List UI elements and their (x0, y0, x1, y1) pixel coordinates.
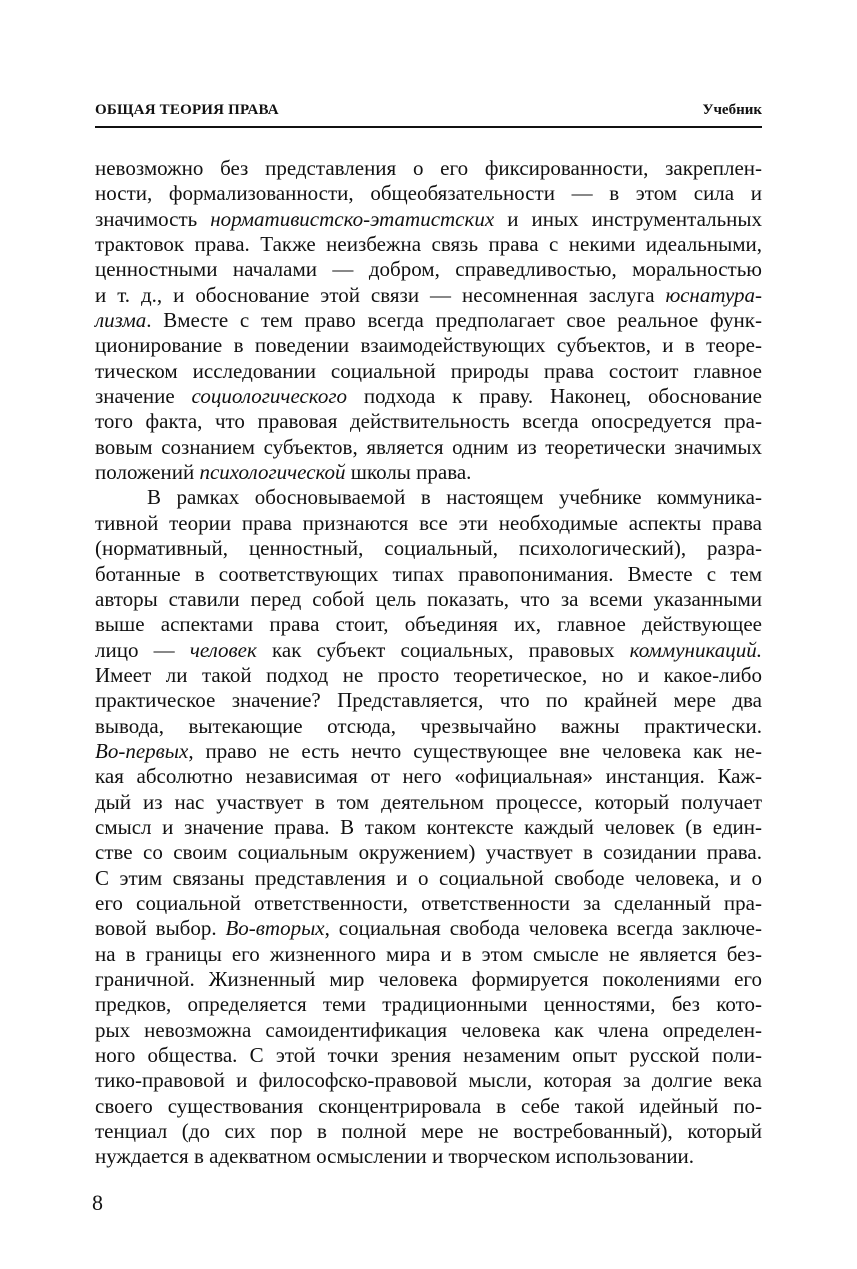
text-line (95, 1068, 762, 1093)
book-type-label: Учебник (702, 102, 762, 118)
text-line (95, 156, 762, 181)
text-line (95, 536, 762, 561)
text-line (95, 283, 762, 308)
text-line (95, 992, 762, 1017)
text-run: Имеет ли такой подход не просто теоретическое, но и какое-либо (95, 662, 762, 687)
text-line (95, 840, 762, 865)
text-run: значимость (95, 206, 211, 231)
text-line (95, 181, 762, 206)
text-line (95, 1043, 762, 1068)
text-run: на в границы его жизненного мира и в этом смысле не является без- (95, 941, 762, 966)
italic-term: человек (189, 637, 257, 662)
text-run: рых невозможна самоидентификация человека как члена определен- (95, 1017, 762, 1042)
text-run: и иных инструментальных (494, 206, 762, 231)
text-line (95, 764, 762, 789)
text-run: . Вместе с тем право всегда предполагает свое реальное функ- (146, 308, 762, 333)
text-run: дый из нас участвует в том деятельном процессе, который получает (95, 789, 762, 814)
text-run: выше аспектами права стоит, объединяя их, главное действующее (95, 612, 762, 637)
text-run: нуждается в адекватном осмыслении и творческом использовании. (95, 1144, 695, 1169)
text-run: (нормативный, ценностный, социальный, психологический), разра- (95, 536, 762, 561)
text-line (95, 511, 762, 536)
text-line (95, 714, 762, 739)
text-run: предков, определяется теми традиционными ценностями, без кото- (95, 992, 762, 1017)
italic-term: психологической (199, 460, 346, 485)
text-run: С этим связаны представления и о социальной свободе человека, и о (95, 865, 762, 890)
header-divider (95, 126, 762, 128)
text-line (95, 460, 762, 485)
text-line (95, 232, 762, 257)
text-run: стве со своим социальным окружением) участвует в созидании права. (95, 840, 762, 865)
text-run: практическое значение? Представляется, что по крайней мере два (95, 688, 762, 713)
text-run: подхода к праву. Наконец, обоснование (347, 384, 762, 409)
italic-term: социологического (191, 384, 348, 409)
text-run: вовым сознанием субъектов, является одним из теоретически значимых (95, 434, 762, 459)
italic-term: нормативистско-этатистских (210, 206, 495, 231)
text-run: вовой выбор. (95, 916, 226, 941)
text-run: В рамках обосновываемой в настоящем учебнике коммуника- (147, 485, 762, 510)
text-line (95, 562, 762, 587)
text-line (95, 663, 762, 688)
italic-term: Во-первых (95, 738, 189, 763)
text-line (95, 891, 762, 916)
text-run: и т. д., и обоснование этой связи — несомненная заслуга (95, 282, 666, 307)
text-run: ботанные в соответствующих типах правопонимания. Вместе с тем (95, 561, 762, 586)
text-run: тенциал (до сих пор в полной мере не востребованный), который (95, 1119, 762, 1144)
text-line (95, 1018, 762, 1043)
text-run: положений (95, 460, 200, 485)
text-line (95, 485, 762, 510)
running-header (95, 100, 762, 124)
text-run: лицо — (95, 637, 190, 662)
text-run: вывода, вытекающие отсюда, чрезвычайно важны практически. (95, 713, 762, 738)
text-run: своего существования сконцентрировала в себе такой идейный по- (95, 1093, 762, 1118)
text-run: школы права. (345, 460, 472, 485)
text-run: того факта, что правовая действительность всегда опосредуется пра- (95, 409, 762, 434)
text-line (95, 207, 762, 232)
text-line (95, 409, 762, 434)
text-run: значение (95, 384, 192, 409)
text-line (95, 688, 762, 713)
text-run: ценностными началами — добром, справедливостью, моральностью (95, 257, 762, 282)
text-run: , право не есть нечто существующее вне человека как не- (188, 738, 762, 763)
text-run: граничной. Жизненный мир человека формируется поколениями его (95, 967, 762, 991)
text-run: ного общества. С этой точки зрения незаменим опыт русской поли- (95, 1043, 762, 1068)
text-line (95, 333, 762, 358)
text-line (95, 1094, 762, 1119)
text-line (95, 967, 762, 992)
text-run: как субъект социальных, правовых (256, 637, 630, 662)
text-line (95, 866, 762, 891)
text-line (95, 1119, 762, 1144)
text-run: , социальная свобода человека всегда заключе- (324, 916, 762, 941)
text-run: смысл и значение права. В таком контексте каждый человек (в един- (95, 814, 762, 839)
text-line (95, 587, 762, 612)
text-line (95, 638, 762, 663)
page-number: 8 (92, 1190, 103, 1215)
book-title: ОБЩАЯ ТЕОРИЯ ПРАВА (95, 102, 279, 118)
italic-term: коммуникаций. (629, 637, 762, 662)
text-run: ности, формализованности, общеобязательности — в этом сила и (95, 181, 762, 206)
text-line (95, 942, 762, 967)
text-run: тивной теории права признаются все эти необходимые аспекты права (95, 510, 762, 535)
italic-term: Во-вторых (225, 916, 325, 941)
text-run: трактовок права. Также неизбежна связь права с некими идеальными, (95, 232, 762, 257)
text-line (95, 916, 762, 941)
text-line (95, 612, 762, 637)
text-run: невозможно без представления о его фиксированности, закреплен- (95, 156, 762, 180)
text-run: ционирование в поведении взаимодействующих субъектов, и в теоре- (95, 333, 762, 358)
body-text (95, 156, 762, 1170)
text-line (95, 384, 762, 409)
text-line (95, 257, 762, 282)
text-run: кая абсолютно независимая от него «официальная» инстанция. Каж- (95, 764, 762, 789)
text-line (95, 815, 762, 840)
text-run: тическом исследовании социальной природы права состоит главное (95, 358, 762, 383)
text-line (95, 790, 762, 815)
text-line (95, 435, 762, 460)
text-run: тико-правовой и философско-правовой мысли, которая за долгие века (95, 1068, 762, 1093)
text-line (95, 359, 762, 384)
text-line (95, 1144, 762, 1169)
text-run: его социальной ответственности, ответственности за сделанный пра- (95, 890, 762, 915)
italic-term: юснатура- (665, 282, 762, 307)
text-line (95, 308, 762, 333)
italic-term: лизма (95, 308, 147, 333)
text-run: авторы ставили перед собой цель показать, что за всеми указанными (95, 586, 762, 611)
text-line (95, 739, 762, 764)
